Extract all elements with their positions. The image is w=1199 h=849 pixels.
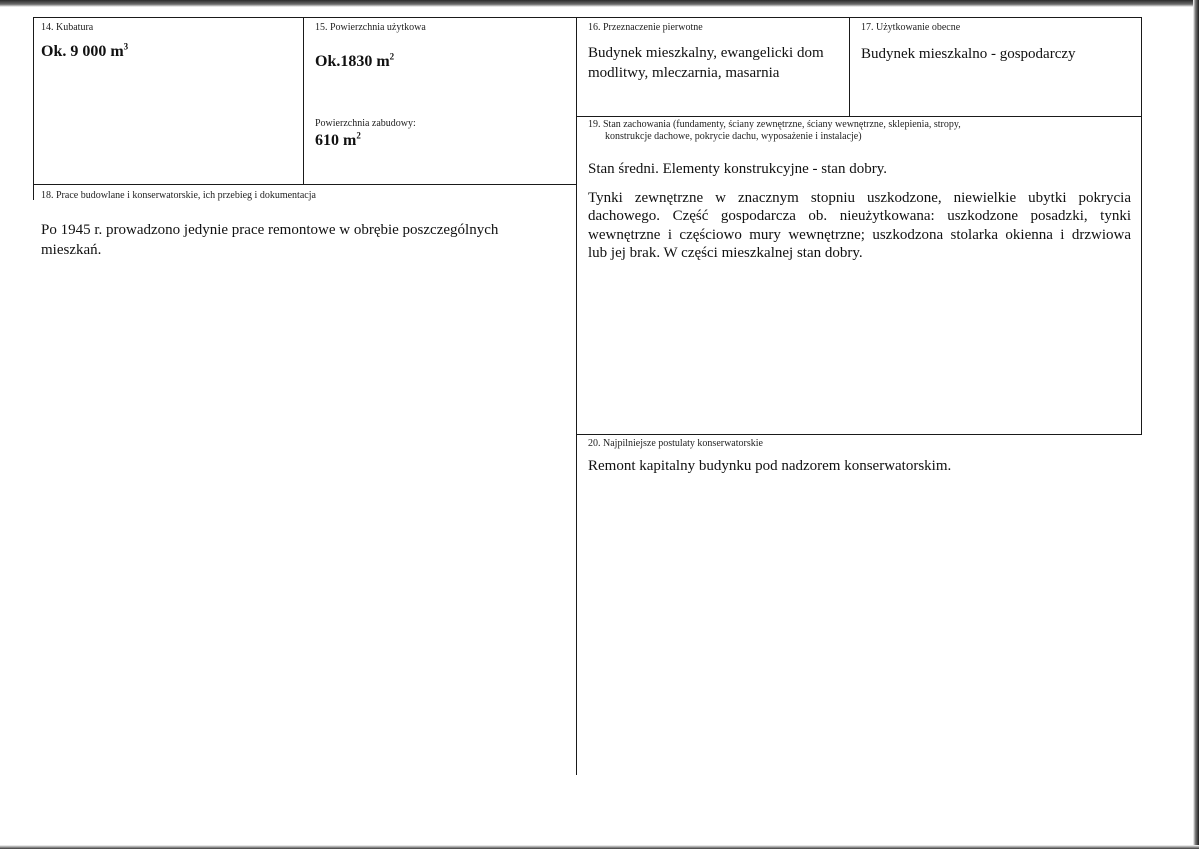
field-19-label-line-2: konstrukcje dachowe, pokrycie dachu, wyposażenie i instalacje)	[605, 131, 862, 142]
scan-edge-top	[0, 0, 1199, 7]
grid-main-divider	[576, 17, 577, 775]
field-19-summary: Stan średni. Elementy konstrukcyjne - stan dobry.	[588, 161, 887, 177]
grid-divider-14-15	[303, 17, 304, 184]
field-15-sub-label: Powierzchnia zabudowy:	[315, 118, 416, 129]
field-20-label: 20. Najpilniejsze postulaty konserwatorskie	[588, 438, 763, 449]
scan-edge-bottom	[0, 845, 1199, 849]
grid-rule-above-20	[576, 434, 1142, 435]
field-15-sub-unit-exponent: 2	[356, 130, 361, 141]
field-19-line-3: wewnętrzne i częściowo mury wewnętrzne; uszkodzona stolarka okienna i drzwiowa	[588, 227, 1131, 243]
field-14-value-text: Ok. 9 000 m	[41, 43, 124, 60]
field-14-label: 14. Kubatura	[41, 22, 94, 33]
field-19-line-2: dachowego. Część gospodarcza ob. nieużytkowana: uszkodzone posadzki, tynki	[588, 208, 1131, 224]
field-14-unit-exponent: 3	[123, 41, 129, 52]
field-15-label: 15. Powierzchnia użytkowa	[315, 22, 426, 33]
grid-right-rule	[1141, 17, 1142, 435]
grid-rule-above-19	[576, 116, 1142, 117]
field-15-sub-value	[315, 131, 361, 151]
field-17-label: 17. Użytkowanie obecne	[861, 22, 961, 33]
grid-divider-16-17	[849, 17, 850, 116]
field-19-label-line-1: 19. Stan zachowania (fundamenty, ściany zewnętrzne, ściany wewnętrzne, sklepienia, stropy,	[588, 119, 961, 130]
field-17-value: Budynek mieszkalno - gospodarczy	[861, 46, 1076, 62]
field-16-label: 16. Przeznaczenie pierwotne	[588, 22, 703, 33]
grid-rule-above-18	[33, 184, 577, 185]
field-18-line-1: Po 1945 r. prowadzono jedynie prace remontowe w obrębie poszczególnych	[41, 222, 499, 238]
scan-edge-right	[1193, 0, 1199, 849]
grid-left-rule	[33, 17, 34, 200]
field-15-unit-exponent: 2	[389, 51, 395, 62]
field-19-line-4: lub jej brak. W części mieszkalnej stan dobry.	[588, 245, 863, 261]
grid-top-rule	[33, 17, 1142, 18]
field-15-sub-value-text: 610 m	[315, 132, 357, 149]
field-20-value: Remont kapitalny budynku pod nadzorem konserwatorskim.	[588, 458, 952, 474]
field-19-line-1: Tynki zewnętrzne w znacznym stopniu uszkodzone, niewielkie ubytki pokrycia	[588, 190, 1131, 206]
field-15-value-text: Ok.1830 m	[315, 53, 390, 70]
field-18-label: 18. Prace budowlane i konserwatorskie, ich przebieg i dokumentacja	[41, 190, 316, 201]
field-15-value	[315, 52, 394, 72]
field-16-line-1: Budynek mieszkalny, ewangelicki dom	[588, 45, 824, 61]
field-18-line-2: mieszkań.	[41, 242, 102, 258]
field-14-value	[41, 42, 128, 62]
field-16-line-2: modlitwy, mleczarnia, masarnia	[588, 65, 780, 81]
